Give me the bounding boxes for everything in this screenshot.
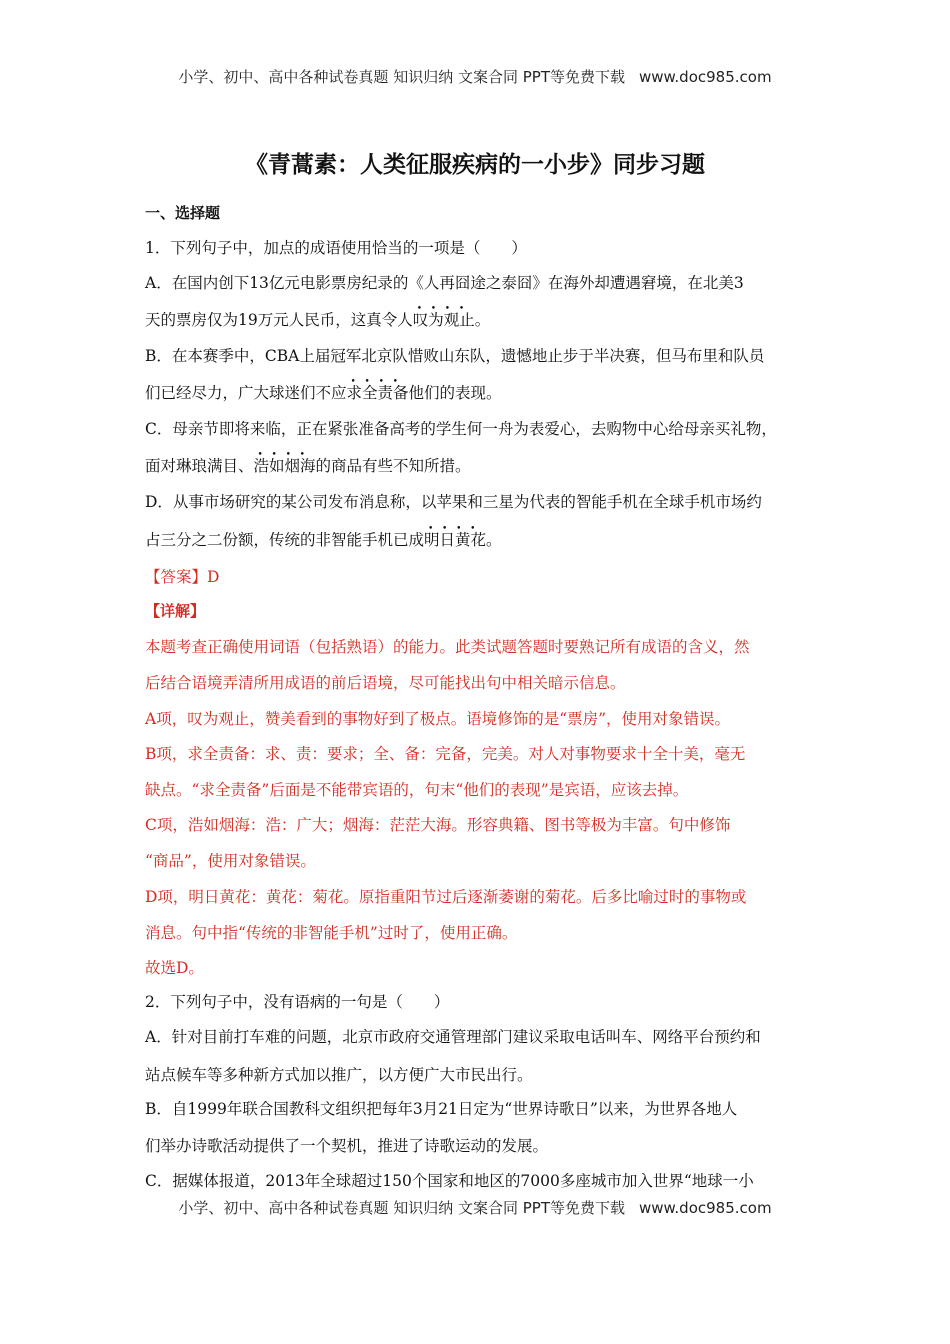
emphasized-idiom: • • 明日黄花 bbox=[424, 531, 486, 549]
emphasized-idiom: • • 浩如烟海 bbox=[254, 457, 316, 475]
text-segment: 他们的表现。 bbox=[408, 384, 502, 402]
q2-option-a-line1: A．针对目前打车难的问题，北京市政府交通管理部门建议采取电话叫车、网络平台预约和 bbox=[145, 1028, 761, 1046]
q1-option-b-line2 bbox=[145, 382, 825, 404]
explanation-line: A项，叹为观止，赞美看到的事物好到了极点。语境修饰的是“票房”，使用对象错误。 bbox=[145, 710, 731, 728]
explanation-line: D项，明日黄花：黄花：菊花。原指重阳节过后逐渐萎谢的菊花。后多比喻过时的事物或 bbox=[145, 888, 747, 906]
q2-stem: 2．下列句子中，没有语病的一句是（ ） bbox=[145, 993, 450, 1011]
q2-option-b-line1: B．自1999年联合国教科文组织把每年3月21日定为“世界诗歌日”以来，为世界各地人 bbox=[145, 1100, 738, 1118]
banner-text: 小学、初中、高中各种试卷真题 知识归纳 文案合同 PPT等免费下载 bbox=[178, 68, 625, 86]
page-title: 《青蒿素：人类征服疾病的一小步》同步习题 bbox=[245, 152, 705, 178]
q1-option-a-line2 bbox=[145, 309, 825, 331]
emphasized-idiom: • • 求全责备 bbox=[347, 384, 409, 402]
text-segment: 。 bbox=[486, 531, 502, 549]
q2-option-c-line1: C．据媒体报道，2013年全球超过150个国家和地区的7000多座城市加入世界“地球一小 bbox=[145, 1172, 754, 1190]
q1-option-d-line1: D．从事市场研究的某公司发布消息称，以苹果和三星为代表的智能手机在全球手机市场约 bbox=[145, 493, 762, 511]
text-segment: 。 bbox=[474, 311, 491, 329]
q2-option-a-line2: 站点候车等多种新方式加以推广，以方便广大市民出行。 bbox=[145, 1066, 533, 1084]
text-segment: 们已经尽力，广大球迷们不应 bbox=[145, 384, 347, 402]
footer-banner bbox=[0, 1197, 950, 1218]
section-heading: 一、选择题 bbox=[145, 204, 221, 222]
detail-label: 【详解】 bbox=[145, 602, 206, 620]
banner-url-link[interactable]: www.doc985.com bbox=[638, 68, 772, 86]
explanation-line: C项，浩如烟海：浩：广大；烟海：茫茫大海。形容典籍、图书等极为丰富。句中修饰 bbox=[145, 816, 731, 834]
emphasized-idiom: • • 叹为观止 bbox=[413, 311, 475, 329]
text-segment: 的商品有些不知所措。 bbox=[315, 457, 471, 475]
q1-option-a-line1: A．在国内创下13亿元电影票房纪录的《人再囧途之泰囧》在海外却遭遇窘境，在北美3 bbox=[145, 274, 744, 292]
explanation-line: B项，求全责备：求、责：要求；全、备：完备，完美。对人对事物要求十全十美，毫无 bbox=[145, 745, 746, 763]
explanation-line: 消息。句中指“传统的非智能手机”过时了，使用正确。 bbox=[145, 924, 518, 942]
conclusion-line: 故选D。 bbox=[145, 959, 204, 977]
q1-option-d-line2 bbox=[145, 529, 825, 551]
q1-option-c-line2 bbox=[145, 455, 825, 477]
explanation-line: “商品”，使用对象错误。 bbox=[145, 852, 316, 870]
q1-stem: 1．下列句子中，加点的成语使用恰当的一项是（ ） bbox=[145, 239, 527, 257]
explanation-line: 缺点。“求全责备”后面是不能带宾语的，句末“他们的表现”是宾语，应该去掉。 bbox=[145, 781, 689, 799]
text-segment: 天的票房仅为19万元人民币，这真令人 bbox=[145, 311, 413, 329]
banner-text: 小学、初中、高中各种试卷真题 知识归纳 文案合同 PPT等免费下载 bbox=[178, 1199, 625, 1217]
answer-label: 【答案】D bbox=[145, 568, 220, 586]
header-banner bbox=[0, 66, 950, 87]
banner-url-link[interactable]: www.doc985.com bbox=[638, 1199, 772, 1217]
explanation-line: 本题考查正确使用词语（包括熟语）的能力。此类试题答题时要熟记所有成语的含义，然 bbox=[145, 638, 750, 656]
q2-option-b-line2: 们举办诗歌活动提供了一个契机，推进了诗歌运动的发展。 bbox=[145, 1137, 549, 1155]
q1-option-c-line1: C．母亲节即将来临，正在紧张准备高考的学生何一舟为表爱心，去购物中心给母亲买礼物， bbox=[145, 420, 777, 438]
text-segment: 占三分之二份额，传统的非智能手机已成 bbox=[145, 531, 425, 549]
q1-option-b-line1: B．在本赛季中，CBA上届冠军北京队惜败山东队，遗憾地止步于半决赛，但马布里和队员 bbox=[145, 347, 765, 365]
text-segment: 面对琳琅满目、 bbox=[145, 457, 254, 475]
explanation-line: 后结合语境弄清所用成语的前后语境，尽可能找出句中相关暗示信息。 bbox=[145, 674, 626, 692]
